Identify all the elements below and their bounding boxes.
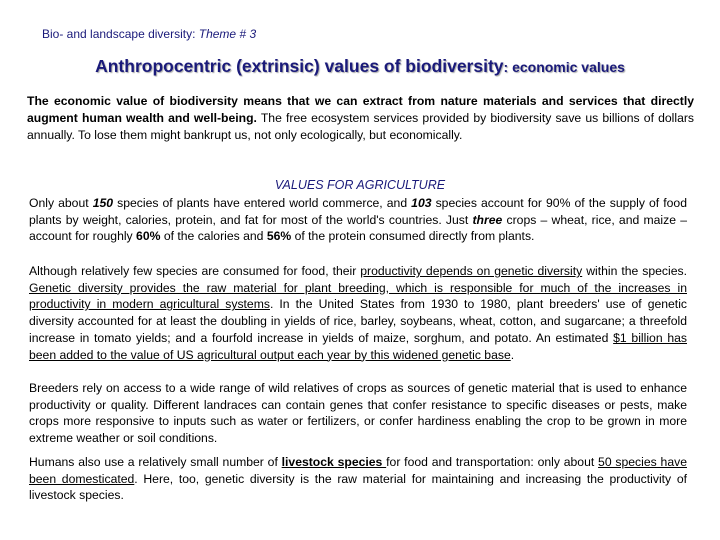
underlined-text: productivity depends on genetic diversity (360, 264, 583, 278)
intro-paragraph (27, 93, 694, 144)
text-span: Although relatively few species are consumed for food, their (29, 264, 361, 278)
text-span: species of plants have entered world commerce, and (113, 196, 412, 210)
emphasis-number: 60% (136, 229, 161, 244)
theme-prefix: Bio- and landscape diversity: (42, 27, 199, 41)
text-span: Only about (29, 196, 93, 210)
underlined-text: Genetic diversity provides the raw material for plant breeding, which is responsible for much of the increases in productivity in modern agricultural systems (29, 280, 687, 312)
text-span: of the calories and (160, 229, 267, 244)
text-span: of the protein consumed directly from plants. (291, 229, 535, 244)
text-span: . Here, too, genetic diversity is the raw material for maintaining and increasing the productivity of livestock species. (29, 471, 687, 503)
underlined-text: 50 species have been domesticated (29, 455, 687, 486)
title-sub: : economic values (503, 59, 625, 75)
text-span: species account for 90% of the supply of food plants by weight, calories, protein, and fat for most of the world's countries. Just (29, 196, 687, 227)
underlined-text: $1 billion has been added to the value of US agricultural output each year by this widened genetic base (29, 330, 687, 362)
emphasis-number: 56% (266, 229, 292, 244)
text-span: Humans also use a relatively small number of (29, 455, 282, 469)
paragraph-livestock (29, 454, 687, 504)
section-heading: VALUES FOR AGRICULTURE (274, 178, 446, 192)
text-span: crops – wheat, rice, and maize – account for roughly (29, 212, 687, 244)
page-title (0, 56, 720, 77)
paragraph-breeders: Breeders rely on access to a wide range of wild relatives of crops as sources of genetic material that is used to enhance productivity or quality. Different landraces can contain genes that confer resistance to specific diseases or pests, make crops more responsive to inputs such as water or fertilizers, or confer hardiness enabling the crop to be grown in more extreme weather or soil conditions. (29, 381, 687, 446)
emphasis-number: 150 (92, 196, 114, 210)
intro-bold: The economic value of biodiversity means that we can extract from nature materials and services that directly augment human wealth and well-being. (27, 94, 694, 125)
text-span: for food and transportation: only about (386, 455, 599, 469)
text-span: within the species. (582, 264, 687, 278)
bold-underlined-text: livestock species (281, 455, 387, 469)
emphasis-number: three (472, 212, 503, 227)
theme-header (42, 27, 256, 41)
emphasis-number: 103 (411, 196, 432, 210)
paragraph-genetic-diversity (29, 263, 687, 363)
title-main: Anthropocentric (extrinsic) values of biodiversity (95, 56, 504, 76)
text-span: . (510, 347, 515, 362)
intro-rest: The free ecosystem services provided by biodiversity save us billions of dollars annually. To lose them might bankrupt us, not only ecologically, but economically. (27, 111, 695, 142)
paragraph-food-plants (29, 195, 687, 245)
text-span: . In the United States from 1930 to 1980, plant breeders' use of genetic diversity accounted for at least the doubling in yields of rice, barley, soybeans, wheat, cotton, and sugarcane; a threefold increase in tomato yields; and a fourfold increase in yields of maize, sorghum, and potato. An estimated (29, 297, 687, 345)
theme-number: Theme # 3 (198, 27, 257, 41)
